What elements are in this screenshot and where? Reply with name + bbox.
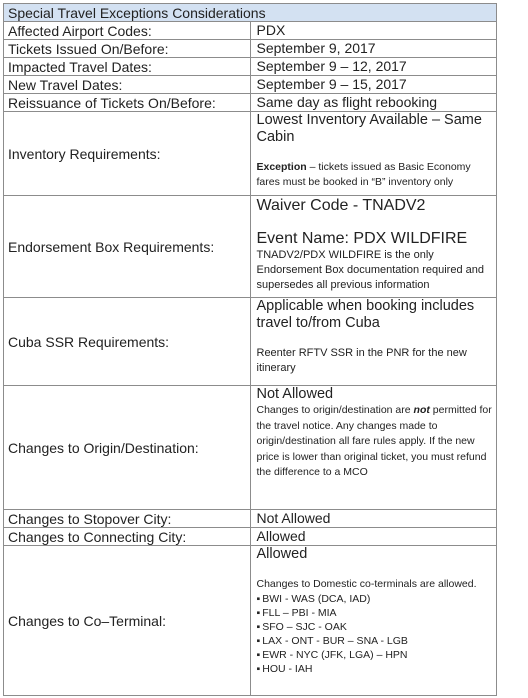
row-label-cuba: Cuba SSR Requirements: bbox=[4, 298, 251, 386]
origin-value: Not Allowed bbox=[256, 386, 334, 402]
list-item: ▪ SFO – SJC - OAK bbox=[257, 620, 497, 634]
row-label-airport: Affected Airport Codes: bbox=[4, 22, 251, 40]
origin-note-a: Changes to origin/destination are bbox=[256, 404, 414, 416]
origin-note bbox=[257, 403, 497, 481]
list-item: ▪ EWR - NYC (JFK, LGA) – HPN bbox=[257, 648, 497, 662]
row-label-impacted: Impacted Travel Dates: bbox=[4, 58, 251, 76]
row-value-inventory bbox=[250, 112, 497, 196]
row-value-issued: September 9, 2017 bbox=[250, 40, 497, 58]
row-label-issued: Tickets Issued On/Before: bbox=[4, 40, 251, 58]
origin-note-b: permitted for the travel notice. Any changes made to origin/destination all fare rules apply. If the new price is lower than original ticket, you must refund the difference to a MCO bbox=[256, 404, 492, 478]
row-label-new-dates: New Travel Dates: bbox=[4, 76, 251, 94]
origin-note-bold: not bbox=[413, 404, 430, 416]
table-row bbox=[4, 76, 497, 94]
list-item: ▪ BWI - WAS (DCA, IAD) bbox=[257, 592, 497, 606]
table-title: Special Travel Exceptions Considerations bbox=[4, 4, 497, 22]
row-label-reissue: Reissuance of Tickets On/Before: bbox=[4, 94, 251, 112]
table-row bbox=[4, 386, 497, 510]
table-row bbox=[4, 510, 497, 528]
row-value-stopover: Not Allowed bbox=[250, 510, 497, 528]
row-label-inventory: Inventory Requirements: bbox=[4, 112, 251, 196]
row-value-connecting: Allowed bbox=[250, 528, 497, 546]
row-value-reissue: Same day as flight rebooking bbox=[250, 94, 497, 112]
row-label-coterminal: Changes to Co–Terminal: bbox=[4, 546, 251, 696]
row-value-cuba bbox=[250, 298, 497, 386]
row-value-airport: PDX bbox=[250, 22, 497, 40]
row-value-endorsement bbox=[250, 196, 497, 298]
table-row bbox=[4, 546, 497, 696]
cuba-note: Reenter RFTV SSR in the PNR for the new itinerary bbox=[256, 347, 467, 374]
table-row bbox=[4, 298, 497, 386]
waiver-code: Waiver Code - TNADV2 bbox=[256, 197, 426, 214]
coterminal-value: Allowed bbox=[256, 546, 308, 562]
table-header-row bbox=[4, 4, 497, 22]
table-row bbox=[4, 58, 497, 76]
table-row bbox=[4, 22, 497, 40]
row-label-origin: Changes to Origin/Destination: bbox=[4, 386, 251, 510]
row-label-endorsement: Endorsement Box Requirements: bbox=[4, 196, 251, 298]
list-item: ▪ LAX - ONT - BUR – SNA - LGB bbox=[257, 634, 497, 648]
endorsement-note: TNADV2/PDX WILDFIRE is the only Endorsement Box documentation required and supersedes all previous information bbox=[256, 249, 484, 291]
coterminal-note: Changes to Domestic co-terminals are allowed. bbox=[256, 578, 477, 590]
cuba-value: Applicable when booking includes travel to/from Cuba bbox=[256, 298, 475, 331]
table-row bbox=[4, 112, 497, 196]
table-row bbox=[4, 40, 497, 58]
inventory-exception bbox=[257, 160, 497, 189]
row-value-new-dates: September 9 – 15, 2017 bbox=[250, 76, 497, 94]
exception-label: Exception bbox=[256, 161, 307, 173]
travel-exceptions-table bbox=[3, 3, 497, 696]
event-name: Event Name: PDX WILDFIRE bbox=[256, 230, 468, 247]
row-value-coterminal bbox=[250, 546, 497, 696]
row-label-connecting: Changes to Connecting City: bbox=[4, 528, 251, 546]
inventory-value: Lowest Inventory Available – Same Cabin bbox=[256, 112, 482, 145]
exception-text: – tickets issued as Basic Economy fares must be booked in “B” inventory only bbox=[256, 161, 471, 188]
table-row bbox=[4, 528, 497, 546]
row-label-stopover: Changes to Stopover City: bbox=[4, 510, 251, 528]
table-row bbox=[4, 196, 497, 298]
coterminal-list bbox=[257, 592, 497, 676]
row-value-impacted: September 9 – 12, 2017 bbox=[250, 58, 497, 76]
row-value-origin bbox=[250, 386, 497, 510]
table-row bbox=[4, 94, 497, 112]
list-item: ▪ HOU - IAH bbox=[257, 662, 497, 676]
list-item: ▪ FLL – PBI - MIA bbox=[257, 606, 497, 620]
